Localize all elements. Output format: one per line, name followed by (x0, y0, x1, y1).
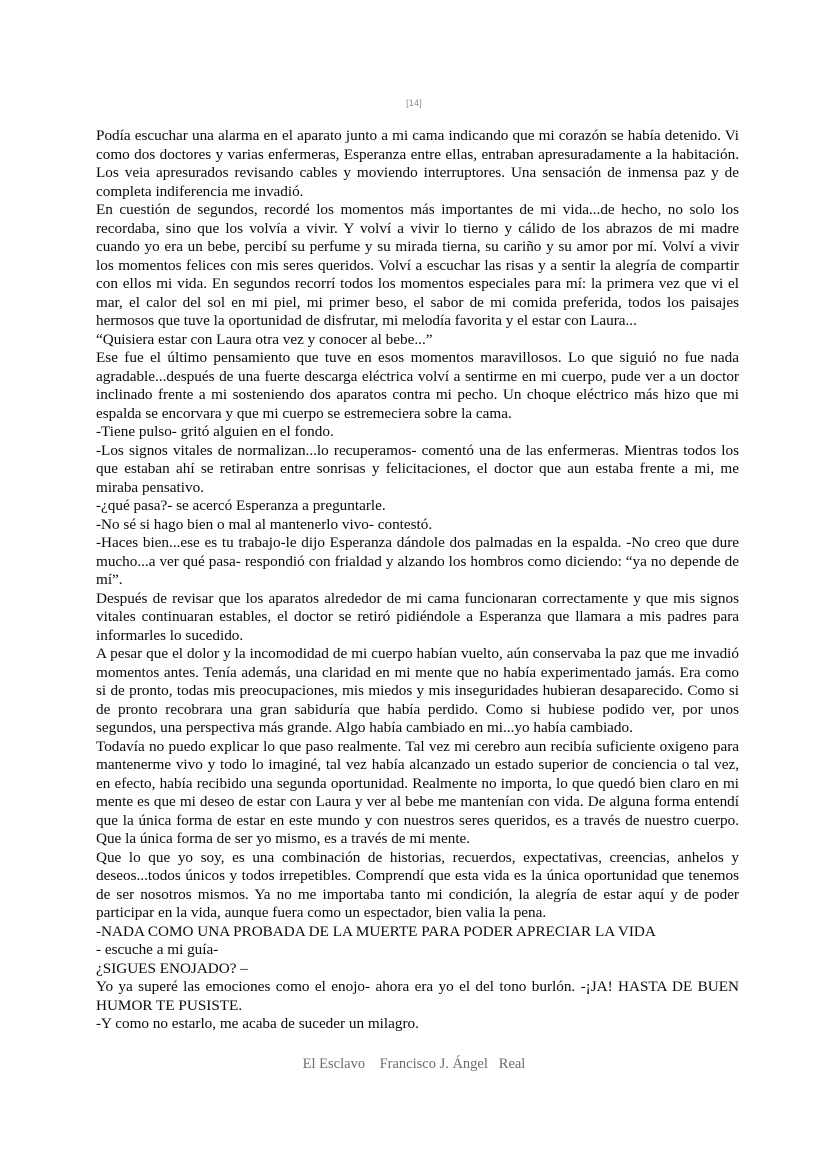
body-paragraph: Yo ya superé las emociones como el enojo- ahora era yo el del tono burlón. -¡JA! HASTA DE BUEN HUMOR TE PUSISTE. (96, 978, 739, 1014)
body-paragraph: Que lo que yo soy, es una combinación de historias, recuerdos, expectativas, creencias, anhelos y deseos...todos únicos y todos irrepetibles. Comprendí que esta vida es la única oportunidad que tenemos de ser nosotros mismos. Ya no me importaba tanto mi condición, la alegría de estar aquí y de poder participar en la vida, aunque fuera como un espectador, bien valia la pena. (96, 848, 739, 921)
footer-colophon: El Esclavo Francisco J. Ángel Real (302, 1056, 526, 1072)
body-paragraph: -¿qué pasa?- se acercó Esperanza a preguntarle. (96, 497, 386, 514)
body-paragraph: Todavía no puedo explicar lo que paso realmente. Tal vez mi cerebro aun recibía suficiente oxigeno para mantenerme vivo y todo lo imaginé, tal vez había alcanzado un estado superior de conciencia o tal vez, en efecto, había recibido una segunda oportunidad. Realmente no importa, lo que quedó bien claro en mi mente es que mi deseo de estar con Laura y ver al bebe me mantenían con vida. De alguna forma entendí que la única forma de estar en este mundo y con nuestros seres queridos, es a través de nuestro cuerpo. Que la única forma de ser yo mismo, es a través de mi mente. (96, 737, 739, 847)
body-paragraph: ¿SIGUES ENOJADO? – (96, 959, 248, 977)
body-text-column (96, 127, 739, 1034)
body-paragraph: -Tiene pulso- gritó alguien en el fondo. (96, 423, 334, 440)
body-paragraph: Podía escuchar una alarma en el aparato junto a mi cama indicando que mi corazón se había detenido. Vi como dos doctores y varias enfermeras, Esperanza entre ellas, entraban apresuradamente a la habitación. Los veia apresurados revisando cables y moviendo interruptores. Una sensación de inmensa paz y de completa indiferencia me invadió. (96, 127, 739, 200)
body-paragraph: -Y como no estarlo, me acaba de suceder un milagro. (96, 1015, 419, 1032)
body-paragraph: -Haces bien...ese es tu trabajo-le dijo Esperanza dándole dos palmadas en la espalda. -No creo que dure mucho...a ver qué pasa- respondió con frialdad y alzando los hombros como diciendo: “ya no depende de mí”. (96, 534, 739, 588)
page-number: [14] (406, 98, 422, 108)
body-paragraph: -No sé si hago bien o mal al mantenerlo vivo- contestó. (96, 515, 433, 533)
body-paragraph: Después de revisar que los aparatos alrededor de mi cama funcionaran correctamente y que mis signos vitales continuaran estables, el doctor se retiró pidiéndole a Esperanza que llamara a mis padres para informarles lo sucedido. (96, 589, 739, 644)
body-paragraph: En cuestión de segundos, recordé los momentos más importantes de mi vida...de hecho, no solo los recordaba, sino que los volvía a vivir. Y volví a vivir lo tierno y cálido de los abrazos de mi madre cuando yo era un bebe, percibí su perfume y su mirada tierna, su cariño y su amor por mí. Volví a vivir los momentos felices con mis seres queridos. Volví a escuchar las risas y a sentir la alegría de compartir con ellos mi vida. En segundos recorrí todos los momentos especiales para mí: la primera vez que vi el mar, el calor del sol en mi piel, mi primer beso, el sabor de mi comida preferida, todos los paisajes hermosos que tuve la oportunidad de disfrutar, mi melodía favorita y el estar con Laura... (96, 201, 739, 329)
body-paragraph: A pesar que el dolor y la incomodidad de mi cuerpo habían vuelto, aún conservaba la paz que me invadió momentos antes. Tenía además, una claridad en mi mente que no había experimentado jamás. Era como si de pronto, todas mis preocupaciones, mis miedos y mis inseguridades hubieran desaparecido. Como si de pronto recobrara una gran sabiduría que había perdido. Como si hubiese podido ver, por unos segundos, una perspectiva más grande. Algo había cambiado en mi...yo había cambiado. (96, 645, 739, 736)
body-paragraph: “Quisiera estar con Laura otra vez y conocer al bebe...” (96, 330, 433, 348)
body-paragraph: Ese fue el último pensamiento que tuve en esos momentos maravillosos. Lo que siguió no fue nada agradable...después de una fuerte descarga eléctrica volví a sentirme en mi cuerpo, pude ver a un doctor inclinado frente a mi sosteniendo dos aparatos contra mi pecho. Un choque eléctrico más hizo que mi espalda se encorvara y que mi cuerpo se estremeciera sobre la cama. (96, 349, 739, 422)
body-paragraph: -NADA COMO UNA PROBADA DE LA MUERTE PARA PODER APRECIAR LA VIDA (96, 922, 656, 940)
body-paragraph: -Los signos vitales de normalizan...lo recuperamos- comentó una de las enfermeras. Mientras todos los que estaban ahí se retiraban entre sonrisas y felicitaciones, el doctor que aun estaba frente a mi, me miraba pensativo. (96, 441, 739, 496)
body-paragraph: - escuche a mi guía- (96, 941, 219, 958)
